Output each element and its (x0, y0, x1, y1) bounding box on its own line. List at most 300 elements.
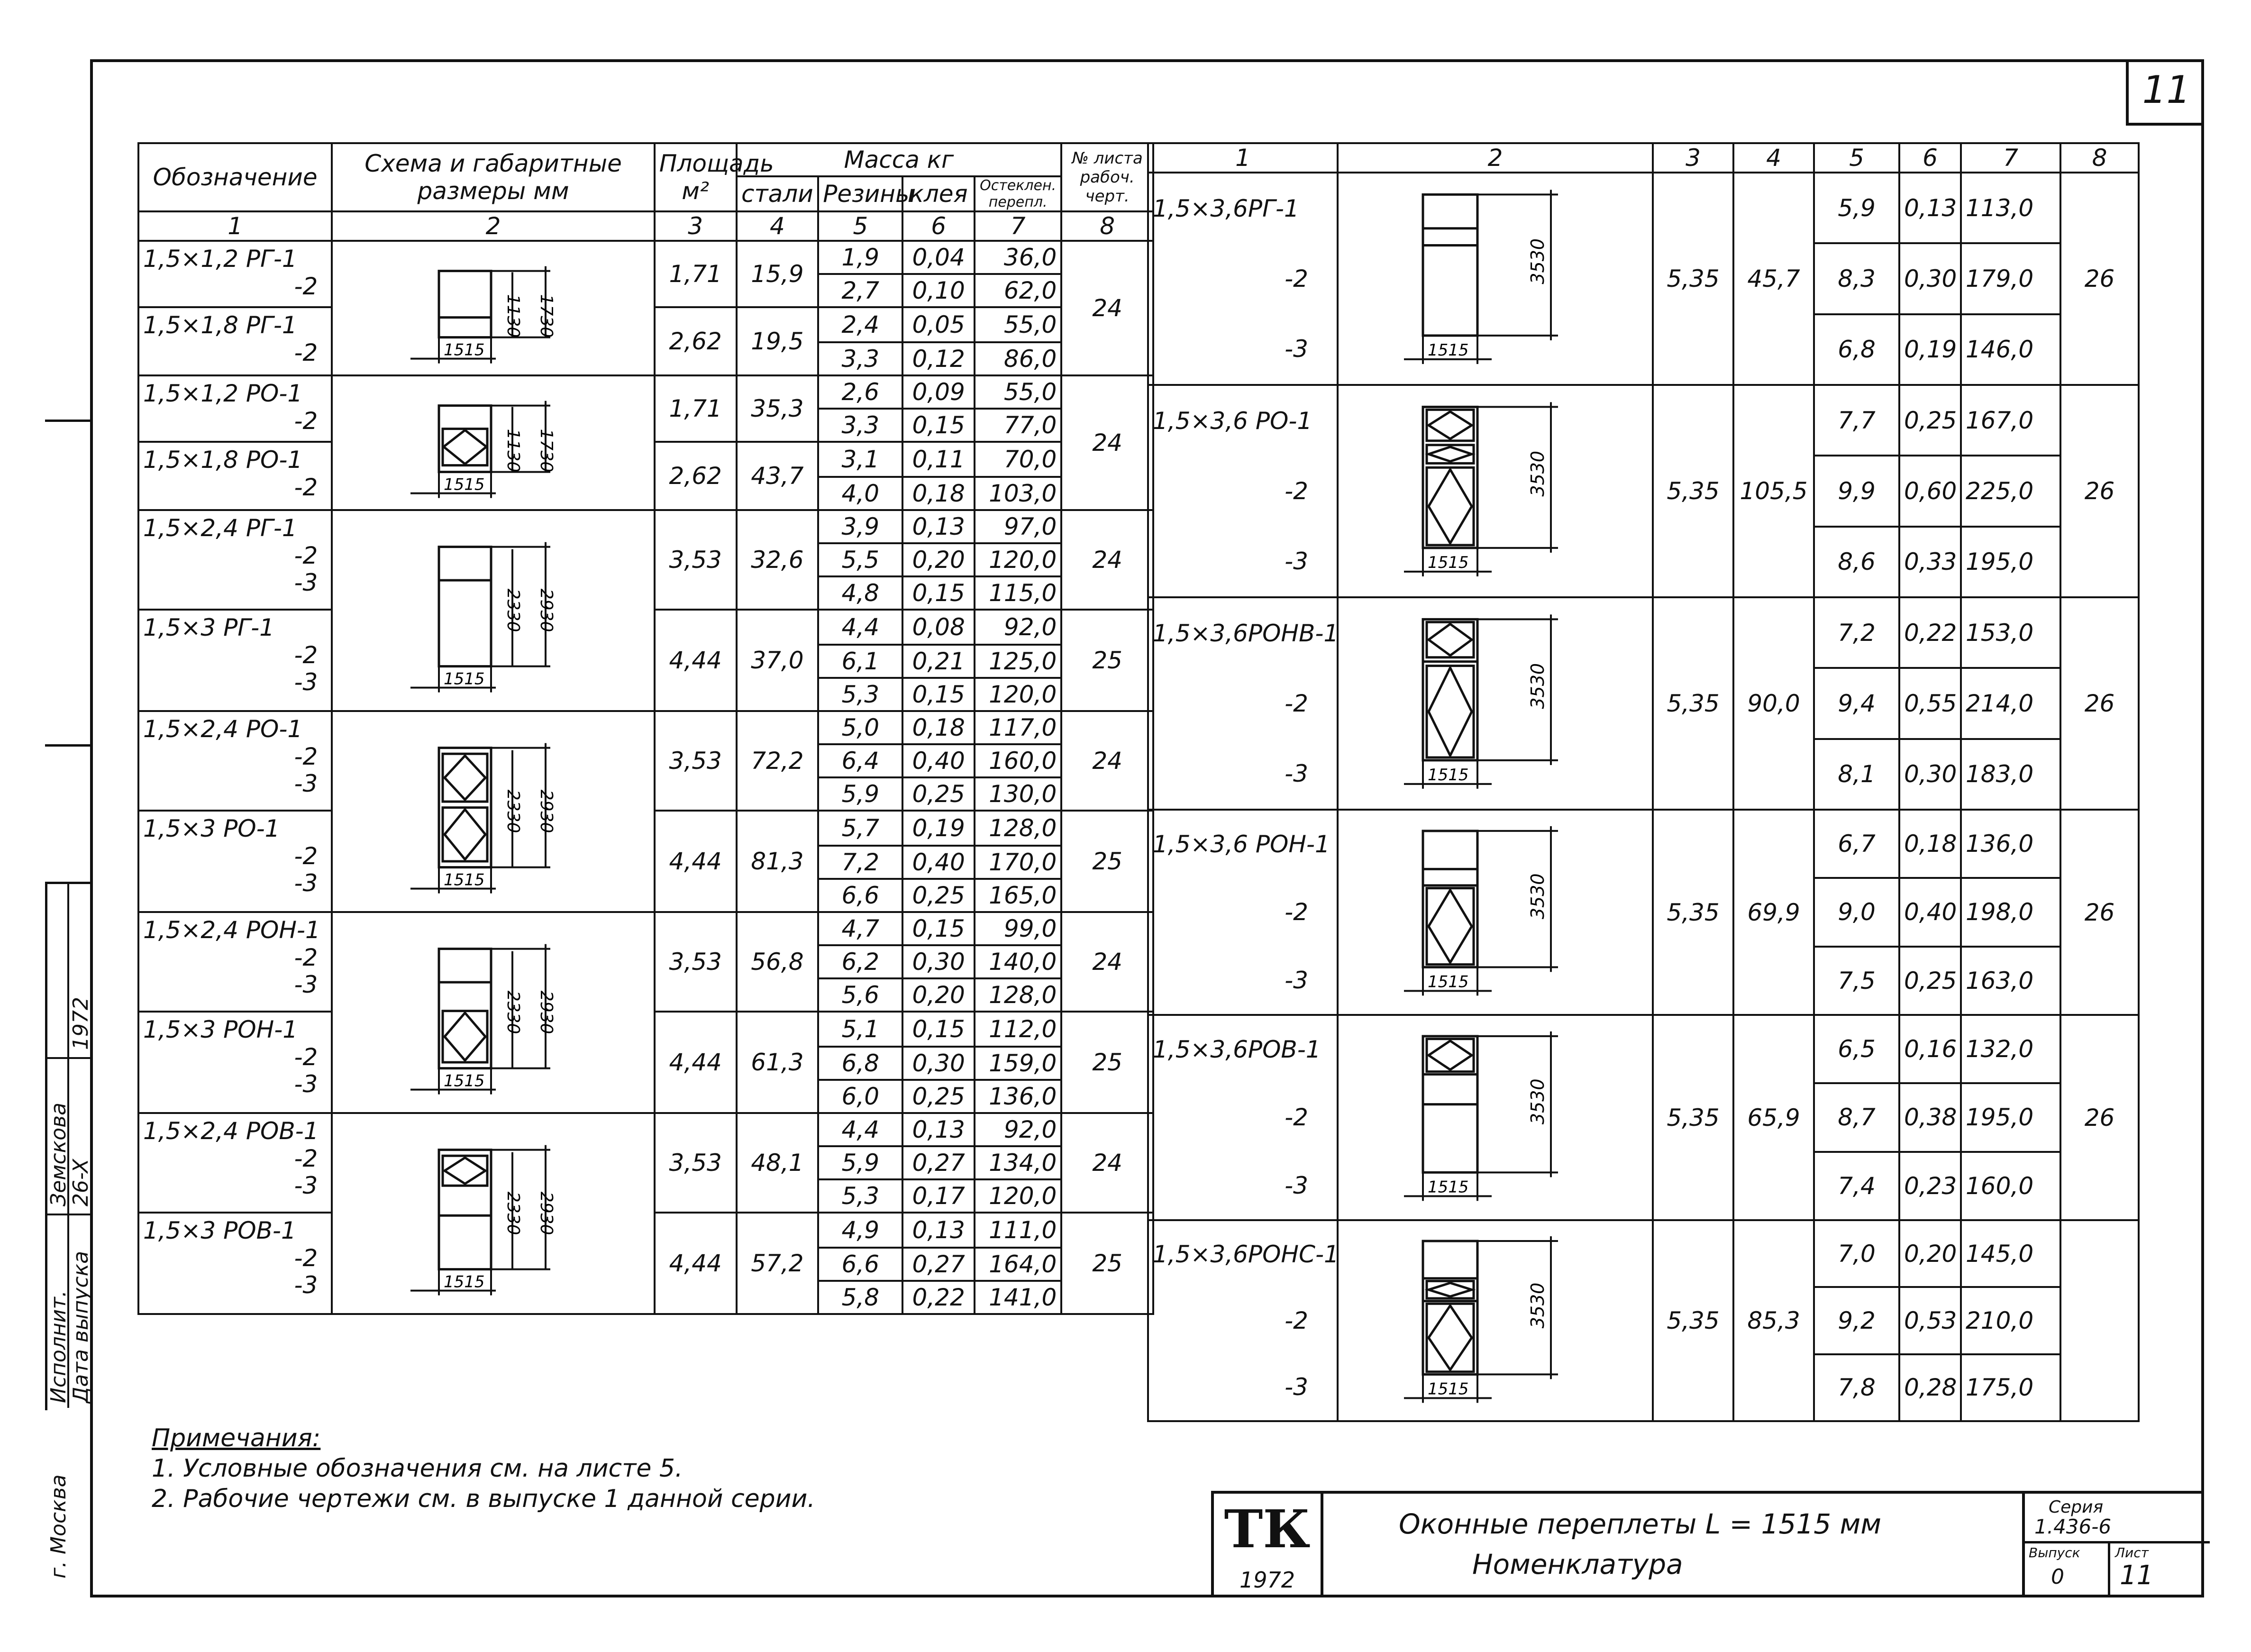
designation-label: -2 (1148, 1287, 1338, 1354)
designation-label: -2 (294, 541, 318, 569)
area-cell: 2,62 (655, 307, 737, 375)
steel-mass-cell: 72,2 (737, 711, 819, 811)
window-schema-drawing (1340, 1016, 1650, 1219)
rubber-mass-cell: 9,2 (1814, 1287, 1899, 1354)
column-number: 7 (975, 211, 1061, 241)
height-dimension: 3530 (1527, 663, 1548, 709)
rubber-mass-cell: 2,4 (818, 307, 902, 342)
table-row (1148, 810, 2139, 878)
designation-cell (138, 610, 332, 711)
glazed-mass-cell: 183,0 (1961, 739, 2060, 810)
table-row (138, 241, 1153, 274)
sheet-number-cell: 25 (1061, 811, 1153, 912)
rubber-mass-cell: 7,2 (1814, 597, 1899, 668)
rubber-mass-cell: 4,0 (818, 477, 902, 510)
designation-label: -3 (294, 1070, 318, 1098)
rubber-mass-cell: 6,8 (818, 1047, 902, 1080)
glazed-mass-cell: 92,0 (975, 610, 1061, 645)
designation-label: -2 (1148, 878, 1338, 946)
series-value: 1.436-6 (2034, 1515, 2112, 1538)
glazed-mass-cell: 120,0 (975, 543, 1061, 576)
rubber-mass-cell: 7,0 (1814, 1220, 1899, 1287)
glazed-mass-cell: 55,0 (975, 375, 1061, 409)
rubber-mass-cell: 4,7 (818, 912, 902, 945)
glue-mass-cell: 0,23 (1899, 1152, 1961, 1220)
steel-mass-cell: 65,9 (1733, 1015, 1814, 1220)
designation-label: 1,5×2,4 РОН-1 (143, 916, 320, 944)
issue-label: Выпуск (2029, 1545, 2080, 1561)
window-schema-drawing (342, 712, 645, 911)
designation-label: 1,5×1,2 РО-1 (143, 380, 303, 407)
glue-mass-cell: 0,22 (1899, 597, 1961, 668)
designation-cell (138, 1012, 332, 1113)
glazed-mass-cell: 140,0 (975, 945, 1061, 978)
designation-label: 1,5×3 РО-1 (143, 815, 280, 842)
sheet-number-cell: 24 (1061, 241, 1153, 375)
area-cell: 5,35 (1653, 810, 1733, 1015)
glazed-mass-cell: 153,0 (1961, 597, 2060, 668)
height-dimension-1: 1130 (503, 429, 523, 473)
rubber-mass-cell: 5,6 (818, 978, 902, 1012)
column-number: 1 (138, 211, 332, 241)
rubber-mass-cell: 6,8 (1814, 314, 1899, 385)
sheet-number-cell: 24 (1061, 711, 1153, 811)
glazed-mass-cell: 225,0 (1961, 456, 2060, 526)
column-number: 7 (1961, 143, 2060, 173)
rubber-mass-cell: 5,9 (818, 777, 902, 811)
table-row (138, 711, 1153, 744)
column-number: 2 (332, 211, 655, 241)
glue-mass-cell: 0,25 (902, 1080, 975, 1113)
glazed-mass-cell: 160,0 (1961, 1152, 2060, 1220)
glazed-mass-cell: 175,0 (1961, 1354, 2060, 1421)
glue-mass-cell: 0,11 (902, 442, 975, 477)
org-cell (1214, 1494, 1323, 1597)
glazed-mass-cell: 113,0 (1961, 173, 2060, 243)
area-cell: 4,44 (655, 1213, 737, 1314)
rubber-mass-cell: 6,6 (818, 879, 902, 912)
notes-title: Примечания: (152, 1424, 321, 1452)
area-cell: 5,35 (1653, 1015, 1733, 1220)
date-label: Дата выпуска (69, 1250, 93, 1403)
glue-mass-cell: 0,19 (1899, 314, 1961, 385)
right-nomenclature-table (1147, 142, 2140, 1422)
column-number: 1 (1148, 143, 1338, 173)
width-dimension: 1515 (1428, 972, 1469, 992)
sheet-number: 11 (2126, 59, 2204, 126)
width-dimension: 1515 (443, 475, 485, 494)
glazed-mass-cell: 167,0 (1961, 385, 2060, 456)
column-number: 2 (1338, 143, 1653, 173)
glue-mass-cell: 0,25 (1899, 385, 1961, 456)
issue-year: 1972 (69, 997, 93, 1050)
steel-mass-cell: 35,3 (737, 375, 819, 442)
note-1: 1. Условные обозначения см. на листе 5. (152, 1454, 683, 1483)
table-row (138, 912, 1153, 945)
height-dimension-1: 2330 (503, 789, 523, 833)
sheet-number-cell: 26 (2060, 1015, 2139, 1220)
width-dimension: 1515 (1428, 1379, 1469, 1399)
glazed-mass-cell: 36,0 (975, 241, 1061, 274)
sheet-value: 11 (2120, 1560, 2154, 1591)
designation-cell (138, 307, 332, 375)
column-number: 6 (1899, 143, 1961, 173)
designation-label: -3 (1148, 314, 1338, 385)
table-row (138, 510, 1153, 543)
glue-mass-cell: 0,20 (902, 543, 975, 576)
glazed-mass-cell: 125,0 (975, 645, 1061, 678)
area-cell: 5,35 (1653, 597, 1733, 810)
designation-cell (138, 912, 332, 1012)
org-mark: ТК (1224, 1498, 1311, 1560)
area-cell: 3,53 (655, 510, 737, 610)
steel-mass-cell: 90,0 (1733, 597, 1814, 810)
width-dimension: 1515 (443, 1272, 485, 1292)
left-nomenclature-table (137, 142, 1154, 1315)
rubber-mass-cell: 2,6 (818, 375, 902, 409)
series-cell (2022, 1494, 2210, 1597)
window-schema-drawing (342, 1114, 645, 1313)
height-dimension-1: 1130 (503, 294, 523, 338)
rubber-mass-cell: 8,3 (1814, 243, 1899, 314)
area-cell: 2,62 (655, 442, 737, 510)
title-line-1: Оконные переплеты L = 1515 мм (1399, 1508, 1882, 1540)
glazed-mass-cell: 146,0 (1961, 314, 2060, 385)
glazed-mass-cell: 115,0 (975, 576, 1061, 610)
schema-cell (1338, 1015, 1653, 1220)
designation-label: 1,5×2,4 РОВ-1 (143, 1117, 319, 1145)
height-dimension-2: 2930 (536, 789, 556, 833)
steel-mass-cell: 69,9 (1733, 810, 1814, 1015)
glazed-mass-cell: 164,0 (975, 1248, 1061, 1281)
designation-label: -3 (294, 1271, 318, 1299)
schema-cell (1338, 597, 1653, 810)
rubber-mass-cell: 3,1 (818, 442, 902, 477)
glazed-mass-cell: 128,0 (975, 811, 1061, 846)
designation-label: -2 (294, 943, 318, 971)
glazed-mass-cell: 120,0 (975, 1179, 1061, 1213)
glue-mass-cell: 0,25 (1899, 947, 1961, 1015)
executor-name: Земскова (46, 1102, 71, 1206)
notes (152, 1422, 815, 1515)
area-cell: 4,44 (655, 610, 737, 711)
area-cell: 3,53 (655, 711, 737, 811)
height-dimension-2: 2930 (536, 1191, 556, 1235)
rubber-mass-cell: 7,5 (1814, 947, 1899, 1015)
title-year: 1972 (1239, 1567, 1295, 1593)
rubber-mass-cell: 5,5 (818, 543, 902, 576)
glazed-mass-cell: 163,0 (1961, 947, 2060, 1015)
designation-label: 1,5×2,4 РО-1 (143, 715, 303, 743)
schema-cell (1338, 385, 1653, 597)
glue-mass-cell: 0,33 (1899, 527, 1961, 597)
glue-mass-cell: 0,18 (1899, 810, 1961, 878)
column-number: 4 (1733, 143, 1814, 173)
steel-mass-cell: 56,8 (737, 912, 819, 1012)
header-glue: клея (902, 176, 975, 211)
rubber-mass-cell: 5,3 (818, 1179, 902, 1213)
designation-label: -3 (294, 971, 318, 998)
designation-cell (138, 711, 332, 811)
glazed-mass-cell: 145,0 (1961, 1220, 2060, 1287)
window-schema-drawing (342, 511, 645, 710)
designation-label: -2 (294, 407, 318, 435)
rubber-mass-cell: 6,6 (818, 1248, 902, 1281)
glazed-mass-cell: 170,0 (975, 846, 1061, 879)
glazed-mass-cell: 97,0 (975, 510, 1061, 543)
glue-mass-cell: 0,08 (902, 610, 975, 645)
sheet-number-cell: 26 (2060, 810, 2139, 1015)
issue-date: 26-X (69, 1159, 93, 1206)
rubber-mass-cell: 8,1 (1814, 739, 1899, 810)
rubber-mass-cell: 4,9 (818, 1213, 902, 1248)
designation-label: -3 (294, 770, 318, 797)
window-schema-drawing (1340, 173, 1650, 384)
sheet-number-cell: 25 (1061, 1012, 1153, 1113)
glazed-mass-cell: 159,0 (975, 1047, 1061, 1080)
glue-mass-cell: 0,05 (902, 307, 975, 342)
glazed-mass-cell: 195,0 (1961, 1083, 2060, 1151)
executor-label: Исполнит. (46, 1290, 71, 1403)
width-dimension: 1515 (443, 1071, 485, 1091)
rubber-mass-cell: 5,3 (818, 678, 902, 711)
glazed-mass-cell: 160,0 (975, 744, 1061, 777)
rubber-mass-cell: 5,8 (818, 1281, 902, 1314)
sheet-number-cell: 26 (2060, 173, 2139, 385)
glue-mass-cell: 0,20 (1899, 1220, 1961, 1287)
designation-cell (138, 442, 332, 510)
glue-mass-cell: 0,22 (902, 1281, 975, 1314)
glue-mass-cell: 0,60 (1899, 456, 1961, 526)
sheet-number-cell: 24 (1061, 375, 1153, 510)
steel-mass-cell: 15,9 (737, 241, 819, 307)
glazed-mass-cell: 136,0 (1961, 810, 2060, 878)
glazed-mass-cell: 70,0 (975, 442, 1061, 477)
designation-label: -3 (1148, 739, 1338, 810)
designation-label: 1,5×1,8 РГ-1 (143, 311, 297, 339)
rubber-mass-cell: 5,9 (1814, 173, 1899, 243)
glazed-mass-cell: 195,0 (1961, 527, 2060, 597)
rubber-mass-cell: 4,4 (818, 610, 902, 645)
designation-label: 1,5×3 РОН-1 (143, 1016, 298, 1043)
glue-mass-cell: 0,12 (902, 342, 975, 375)
schema-cell (1338, 810, 1653, 1015)
glue-mass-cell: 0,15 (902, 409, 975, 442)
designation-cell (138, 1113, 332, 1213)
designation-label: 1,5×3,6РОВ-1 (1148, 1015, 1338, 1083)
glazed-mass-cell: 214,0 (1961, 668, 2060, 739)
designation-label: -2 (294, 742, 318, 770)
issue-value: 0 (2051, 1565, 2064, 1589)
glue-mass-cell: 0,04 (902, 241, 975, 274)
rubber-mass-cell: 5,7 (818, 811, 902, 846)
designation-label: -2 (294, 473, 318, 501)
designation-label: -2 (294, 338, 318, 366)
width-dimension: 1515 (443, 340, 485, 360)
glue-mass-cell: 0,27 (902, 1146, 975, 1179)
schema-cell (1338, 1220, 1653, 1421)
width-dimension: 1515 (443, 870, 485, 890)
sheet-number-cell (2060, 1220, 2139, 1421)
height-dimension-2: 2930 (536, 588, 556, 632)
area-cell: 4,44 (655, 1012, 737, 1113)
table-row (1148, 173, 2139, 243)
column-numbers-row (1148, 143, 2139, 173)
glazed-mass-cell: 128,0 (975, 978, 1061, 1012)
designation-label: -2 (294, 641, 318, 669)
schema-cell (332, 241, 655, 375)
rubber-mass-cell: 3,9 (818, 510, 902, 543)
designation-cell (138, 510, 332, 610)
rubber-mass-cell: 5,9 (818, 1146, 902, 1179)
glazed-mass-cell: 130,0 (975, 777, 1061, 811)
glue-mass-cell: 0,19 (902, 811, 975, 846)
designation-label: -3 (1148, 1354, 1338, 1421)
rubber-mass-cell: 7,8 (1814, 1354, 1899, 1421)
sheet-label: Лист (2115, 1545, 2149, 1561)
window-schema-drawing (342, 376, 645, 509)
rubber-mass-cell: 6,4 (818, 744, 902, 777)
steel-mass-cell: 45,7 (1733, 173, 1814, 385)
glue-mass-cell: 0,30 (1899, 243, 1961, 314)
designation-label: -2 (1148, 243, 1338, 314)
glazed-mass-cell: 120,0 (975, 678, 1061, 711)
rubber-mass-cell: 9,9 (1814, 456, 1899, 526)
steel-mass-cell: 81,3 (737, 811, 819, 912)
table-row (1148, 1220, 2139, 1287)
width-dimension: 1515 (1428, 553, 1469, 572)
designation-label: 1,5×3,6РОНС-1 (1148, 1220, 1338, 1287)
designation-cell (138, 1213, 332, 1314)
header-schema: Схема и габаритные размеры мм (332, 143, 655, 211)
title-block (1211, 1491, 2204, 1597)
width-dimension: 1515 (1428, 340, 1469, 360)
header-mass: Масса кг (737, 143, 1062, 176)
steel-mass-cell: 19,5 (737, 307, 819, 375)
sheet-number-cell: 26 (2060, 597, 2139, 810)
header-steel: стали (737, 176, 819, 211)
height-dimension-2: 1730 (536, 429, 556, 473)
glazed-mass-cell: 92,0 (975, 1113, 1061, 1146)
glue-mass-cell: 0,25 (902, 879, 975, 912)
header-sheet: № листа рабоч. черт. (1061, 143, 1153, 211)
rubber-mass-cell: 8,6 (1814, 527, 1899, 597)
rubber-mass-cell: 7,2 (818, 846, 902, 879)
designation-label: -2 (294, 842, 318, 870)
height-dimension: 3530 (1527, 1078, 1548, 1125)
designation-label: 1,5×1,8 РО-1 (143, 446, 303, 474)
glue-mass-cell: 0,28 (1899, 1354, 1961, 1421)
header-area: Площадь м² (655, 143, 737, 211)
glazed-mass-cell: 86,0 (975, 342, 1061, 375)
schema-cell (332, 1113, 655, 1314)
height-dimension-1: 2330 (503, 588, 523, 632)
rubber-mass-cell: 3,3 (818, 409, 902, 442)
window-schema-drawing (1340, 811, 1650, 1014)
rubber-mass-cell: 7,7 (1814, 385, 1899, 456)
steel-mass-cell: 61,3 (737, 1012, 819, 1113)
glue-mass-cell: 0,38 (1899, 1083, 1961, 1151)
glue-mass-cell: 0,10 (902, 274, 975, 307)
designation-cell (138, 375, 332, 442)
designation-label: 1,5×2,4 РГ-1 (143, 514, 297, 542)
designation-label: -3 (294, 569, 318, 596)
glazed-mass-cell: 62,0 (975, 274, 1061, 307)
rubber-mass-cell: 6,5 (1814, 1015, 1899, 1083)
glue-mass-cell: 0,27 (902, 1248, 975, 1281)
glue-mass-cell: 0,18 (902, 711, 975, 744)
glue-mass-cell: 0,21 (902, 645, 975, 678)
glue-mass-cell: 0,55 (1899, 668, 1961, 739)
designation-label: -2 (294, 1144, 318, 1172)
glue-mass-cell: 0,17 (902, 1179, 975, 1213)
rubber-mass-cell: 2,7 (818, 274, 902, 307)
column-numbers-row (138, 211, 1153, 241)
column-number: 5 (1814, 143, 1899, 173)
designation-label: 1,5×1,2 РГ-1 (143, 245, 297, 273)
steel-mass-cell: 105,5 (1733, 385, 1814, 597)
schema-cell (332, 711, 655, 912)
rubber-mass-cell: 8,7 (1814, 1083, 1899, 1151)
rubber-mass-cell: 4,8 (818, 576, 902, 610)
table-row (1148, 1015, 2139, 1083)
glazed-mass-cell: 55,0 (975, 307, 1061, 342)
glazed-mass-cell: 132,0 (1961, 1015, 2060, 1083)
glazed-mass-cell: 134,0 (975, 1146, 1061, 1179)
glue-mass-cell: 0,16 (1899, 1015, 1961, 1083)
glue-mass-cell: 0,30 (902, 945, 975, 978)
header-glazed: Остеклен. перепл. (975, 176, 1061, 211)
glazed-mass-cell: 210,0 (1961, 1287, 2060, 1354)
area-cell: 3,53 (655, 1113, 737, 1213)
designation-label: 1,5×3,6РОНВ-1 (1148, 597, 1338, 668)
rubber-mass-cell: 7,4 (1814, 1152, 1899, 1220)
glazed-mass-cell: 165,0 (975, 879, 1061, 912)
column-number: 4 (737, 211, 819, 241)
glue-mass-cell: 0,15 (902, 1012, 975, 1047)
rubber-mass-cell: 9,4 (1814, 668, 1899, 739)
glazed-mass-cell: 99,0 (975, 912, 1061, 945)
designation-label: 1,5×3 РГ-1 (143, 614, 274, 641)
note-2: 2. Рабочие чертежи см. в выпуске 1 данной серии. (152, 1485, 815, 1513)
designation-label: -3 (294, 1172, 318, 1199)
designation-label: -2 (294, 1043, 318, 1071)
sheet-number-cell: 25 (1061, 610, 1153, 711)
table-row (1148, 597, 2139, 668)
glue-mass-cell: 0,20 (902, 978, 975, 1012)
rubber-mass-cell: 6,1 (818, 645, 902, 678)
table-row (1148, 385, 2139, 456)
height-dimension: 3530 (1527, 450, 1548, 497)
glue-mass-cell: 0,40 (1899, 878, 1961, 946)
rubber-mass-cell: 6,0 (818, 1080, 902, 1113)
glue-mass-cell: 0,40 (902, 744, 975, 777)
schema-cell (332, 375, 655, 510)
glazed-mass-cell: 136,0 (975, 1080, 1061, 1113)
area-cell: 3,53 (655, 912, 737, 1012)
glue-mass-cell: 0,25 (902, 777, 975, 811)
glue-mass-cell: 0,40 (902, 846, 975, 879)
height-dimension-2: 2930 (536, 990, 556, 1034)
sheet-number-cell: 24 (1061, 912, 1153, 1012)
designation-label: -2 (294, 1244, 318, 1272)
column-number: 3 (655, 211, 737, 241)
glue-mass-cell: 0,15 (902, 678, 975, 711)
width-dimension: 1515 (1428, 765, 1469, 785)
rubber-mass-cell: 5,0 (818, 711, 902, 744)
glue-mass-cell: 0,09 (902, 375, 975, 409)
designation-label: -3 (294, 668, 318, 696)
